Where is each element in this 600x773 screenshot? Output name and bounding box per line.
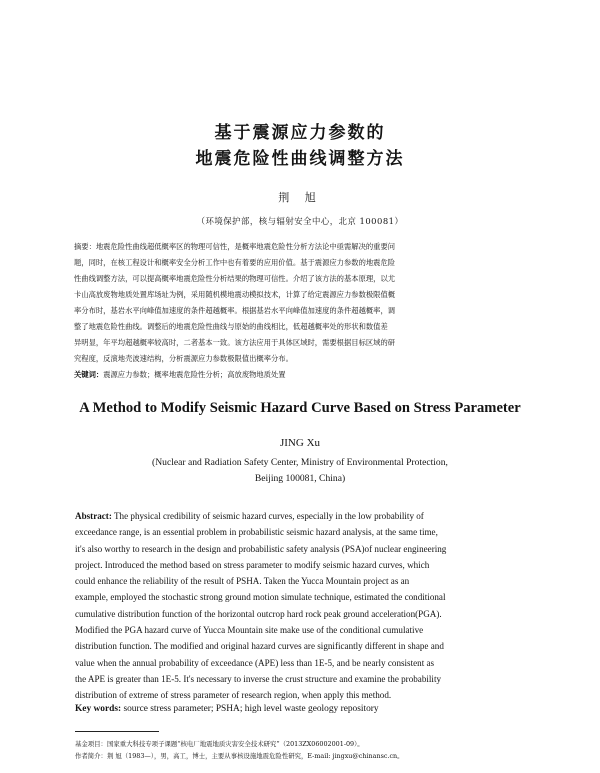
- author-bio-footnote: 作者简介：荆 旭（1983—），男，高工，博士，主要从事核设施地震危险性研究，E-mail: jingxu@chinansc.cn。: [75, 752, 404, 760]
- chinese-abstract-line: 卡山高放废物地质处置库场址为例，采用随机模地震动模拟技术，计算了给定震源应力参数极限值概: [74, 290, 396, 299]
- chinese-abstract-line: 摘要：地震危险性曲线超低概率区的物理可信性，是概率地震危险性分析方法论中亟需解决的重要问: [74, 242, 396, 251]
- english-abstract-line: distribution function. The modified and original hazard curves are significantly different in shape and: [75, 641, 444, 652]
- english-abstract-line: could enhance the reliability of the result of PSHA. Taken the Yucca Mountain project as an: [75, 576, 410, 587]
- english-abstract-line: Modified the PGA hazard curve of Yucca Mountain site make use of the conditional cumulative: [75, 625, 424, 636]
- english-abstract-line: exceedance range, is an essential problem in probabilistic seismic hazard analysis, at the same time,: [75, 527, 438, 538]
- english-keywords-label: Key words:: [75, 704, 122, 714]
- chinese-keywords-label: 关键词：: [74, 370, 104, 379]
- english-affiliation-line-2: Beijing 100081, China): [254, 472, 346, 484]
- chinese-title-line-1: 基于震源应力参数的: [214, 123, 386, 143]
- english-abstract-label: Abstract:: [75, 511, 112, 521]
- english-abstract-first-line: [75, 508, 540, 524]
- chinese-abstract-line: 率分布时，基岩水平向峰值加速度的条件超越概率。根据基岩水平向峰值加速度的条件超越概率，调: [74, 306, 396, 315]
- chinese-affiliation: （环境保护部，核与辐射安全中心，北京 100081）: [196, 216, 404, 226]
- english-abstract-line: it's also worthy to research in the design and probabilistic safety analysis (PSA)of nuclear engineering: [75, 543, 447, 554]
- footnotes: [75, 738, 545, 762]
- chinese-keywords-text: 震源应力参数；概率地震危险性分析；高放废物地质处置: [103, 370, 286, 379]
- chinese-abstract-line: 题，同时，在核工程设计和概率安全分析工作中也有着要的应用价值。基于震源应力参数的地震危险: [74, 258, 396, 267]
- english-abstract-line: project. Introduced the method based on stress parameter to modify seismic hazard curves, which: [75, 559, 430, 570]
- english-title: A Method to Modify Seismic Hazard Curve Based on Stress Parameter: [79, 400, 521, 416]
- english-abstract-line: cumulative distribution function of the horizontal outcrop hard rock peak ground acceleration(PGA).: [75, 608, 442, 619]
- chinese-abstract-line: 性曲线调整方法，可以提高概率地震危险性分析结果的物理可信性。介绍了该方法的基本原理，以尤: [74, 274, 396, 283]
- funding-footnote: 基金项目：国家重大科技专项子课题“核电厂地震地质灾害安全技术研究”（2013ZX06002001-09）。: [75, 740, 364, 748]
- english-abstract-line: example, employed the stochastic strong ground motion simulate technique, estimated the conditional: [75, 592, 446, 603]
- footnote-divider: [75, 731, 159, 732]
- english-keywords-text: source stress parameter; PSHA; high level waste geology repository: [121, 704, 379, 714]
- chinese-title-line-2: 地震危险性曲线调整方法: [195, 149, 405, 169]
- chinese-abstract-line: 异明显，年平均超越概率较高时，二者基本一致。该方法应用于具体区域时，需要根据目标区域的研: [74, 338, 396, 347]
- chinese-abstract-tail: [74, 351, 538, 367]
- english-abstract-line: value when the annual probability of exceedance (APE) less than 1E-5, and be nearly consistent as: [75, 657, 435, 668]
- chinese-author: 荆 旭: [278, 191, 322, 204]
- chinese-abstract-line: 整了地震危险性曲线。调整后的地震危险性曲线与原始的曲线相比，低超越概率处的形状和数值差: [74, 322, 388, 331]
- chinese-keywords: [74, 368, 538, 382]
- english-author: JING Xu: [279, 437, 321, 449]
- english-abstract-line: the APE is greater than 1E-5. It's necessary to inverse the crust structure and examine the probability: [75, 673, 442, 684]
- english-keywords: [75, 704, 540, 714]
- english-abstract: [75, 508, 540, 704]
- english-affiliation-line-1: (Nuclear and Radiation Safety Center, Ministry of Environmental Protection,: [152, 457, 448, 468]
- english-abstract-line: distribution of extreme of stress parameter of research region, when apply this method.: [75, 690, 392, 701]
- english-abstract-text: The physical credibility of seismic hazard curves, especially in the low probability of: [111, 511, 424, 521]
- english-affiliation: [0, 455, 600, 486]
- chinese-abstract-line: 究程度，反演地壳波速结构，分析震源应力参数极限值出概率分布。: [74, 354, 293, 363]
- chinese-abstract: [74, 239, 538, 351]
